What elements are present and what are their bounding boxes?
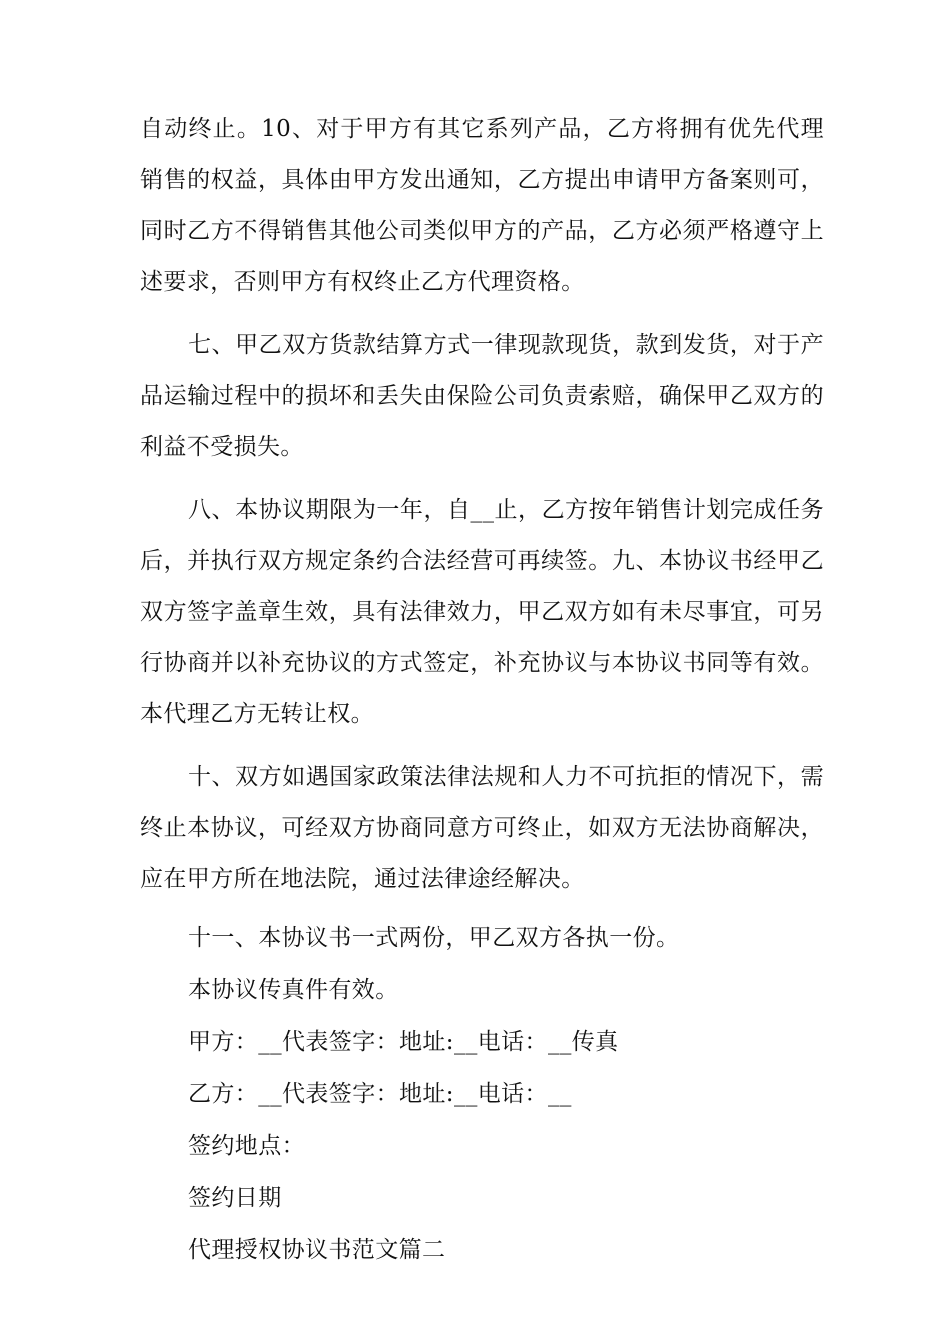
paragraph-clause-7: 七、甲乙双方货款结算方式一律现款现货，款到发货，对于产品运输过程中的损坏和丢失由保险公司负责索赔，确保甲乙双方的利益不受损失。 [140, 332, 824, 460]
section-heading-part-two: 代理授权协议书范文篇二 [188, 1237, 446, 1263]
paragraph-clause-10-continued: 自动终止。10、对于甲方有其它系列产品，乙方将拥有优先代理销售的权益，具体由甲方发出通知，乙方提出申请甲方备案则可，同时乙方不得销售其他公司类似甲方的产品，乙方必须严格遵守上述要求，否则甲方有权终止乙方代理资格。 [140, 116, 824, 295]
signing-date-line: 签约日期 [188, 1185, 282, 1211]
document-body [140, 104, 824, 1281]
party-b-signature-line: 乙方：__代表签字：地址:__电话：__ [188, 1081, 572, 1107]
signing-location-line: 签约地点： [188, 1133, 305, 1159]
paragraph-clause-10: 十、双方如遇国家政策法律法规和人力不可抗拒的情况下，需终止本协议，可经双方协商同意方可终止，如双方无法协商解决，应在甲方所在地法院，通过法律途经解决。 [140, 764, 824, 892]
party-a-signature-line: 甲方：__代表签字：地址:__电话：__传真 [188, 1029, 619, 1055]
fax-valid-line: 本协议传真件有效。 [188, 977, 399, 1003]
paragraph-clause-8-9: 八、本协议期限为一年，自__止，乙方按年销售计划完成任务后，并执行双方规定条约合法经营可再续签。九、本协议书经甲乙双方签字盖章生效，具有法律效力，甲乙双方如有未尽事宜，可另行协商并以补充协议的方式签定，补充协议与本协议书同等有效。本代理乙方无转让权。 [140, 497, 824, 727]
clause-11-line: 十一、本协议书一式两份，甲乙双方各执一份。 [188, 925, 680, 951]
